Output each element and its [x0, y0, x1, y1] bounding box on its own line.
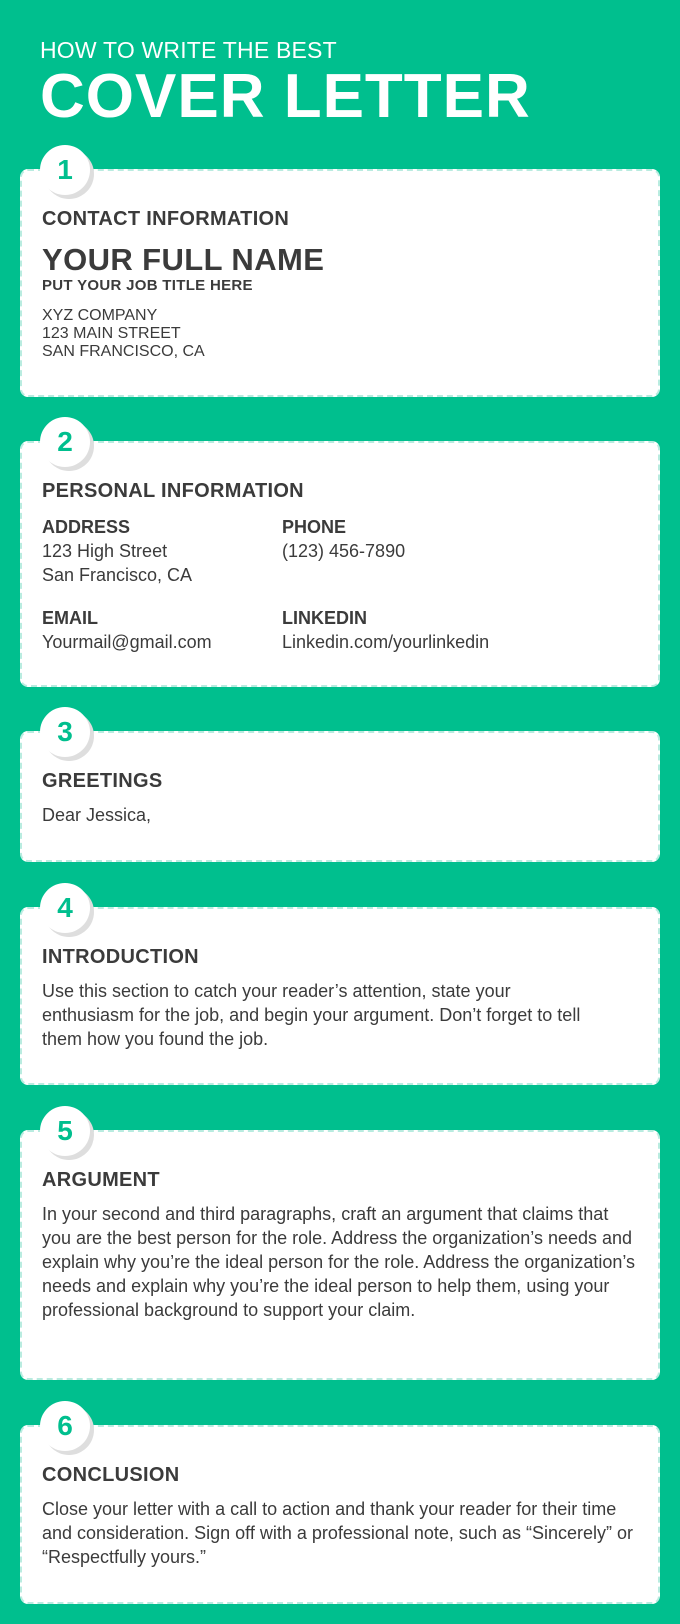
address-block: [42, 515, 282, 587]
step-badge-1: 1: [40, 145, 90, 195]
linkedin-label: LINKEDIN: [282, 608, 367, 628]
phone-block: [282, 515, 522, 563]
linkedin-block: [282, 606, 522, 654]
company-city: SAN FRANCISCO, CA: [42, 343, 205, 360]
greeting-text: Dear Jessica,: [42, 805, 152, 825]
job-title: PUT YOUR JOB TITLE HERE: [42, 277, 253, 294]
page-title: COVER LETTER: [40, 62, 531, 131]
section-title-personal: PERSONAL INFORMATION: [42, 480, 304, 502]
full-name: YOUR FULL NAME: [42, 242, 325, 277]
email-label: EMAIL: [42, 608, 98, 628]
email-block: [42, 606, 282, 654]
company-street: 123 MAIN STREET: [42, 325, 181, 342]
contact-information-card: [20, 154, 660, 397]
step-badge-2: 2: [40, 417, 90, 467]
conclusion-text: Close your letter with a call to action and thank your reader for their time and consideration. Sign off with a professional note, such as “Sincerely” or “Respectfully yours.”: [42, 1499, 633, 1567]
step-badge-3: 3: [40, 707, 90, 757]
section-title-argument: ARGUMENT: [42, 1169, 160, 1191]
argument-card: [20, 1115, 660, 1380]
argument-text: In your second and third paragraphs, craft an argument that claims that you are the best person for the role. Address the organization’s needs and explain why you’re the ideal person for the role. Address the organization’s needs and explain why you’re the ideal person to help them, using your professional background to support your claim.: [42, 1204, 636, 1320]
address-line-2: San Francisco, CA: [42, 565, 193, 585]
section-title-conclusion: CONCLUSION: [42, 1464, 180, 1486]
company-name: XYZ COMPANY: [42, 307, 158, 324]
step-badge-4: 4: [40, 883, 90, 933]
personal-info-grid: [42, 515, 638, 665]
conclusion-card: [20, 1410, 660, 1604]
email-value: Yourmail@gmail.com: [42, 632, 212, 652]
phone-label: PHONE: [282, 517, 347, 537]
phone-value: (123) 456-7890: [282, 541, 406, 561]
section-title-greetings: GREETINGS: [42, 770, 163, 792]
company-address: [42, 307, 638, 361]
section-title-contact: CONTACT INFORMATION: [42, 208, 290, 230]
step-badge-5: 5: [40, 1106, 90, 1156]
address-line-1: 123 High Street: [42, 541, 168, 561]
introduction-text: Use this section to catch your reader’s attention, state your enthusiasm for the job, and begin your argument. Don’t forget to tell them how you found the job.: [42, 981, 581, 1049]
header: [40, 36, 640, 131]
address-label: ADDRESS: [42, 517, 131, 537]
introduction-card: [20, 892, 660, 1085]
linkedin-value: Linkedin.com/yourlinkedin: [282, 632, 490, 652]
greetings-card: [20, 716, 660, 862]
header-subtitle: HOW TO WRITE THE BEST: [40, 37, 337, 63]
personal-information-card: [20, 426, 660, 687]
section-title-introduction: INTRODUCTION: [42, 946, 199, 968]
step-badge-6: 6: [40, 1401, 90, 1451]
